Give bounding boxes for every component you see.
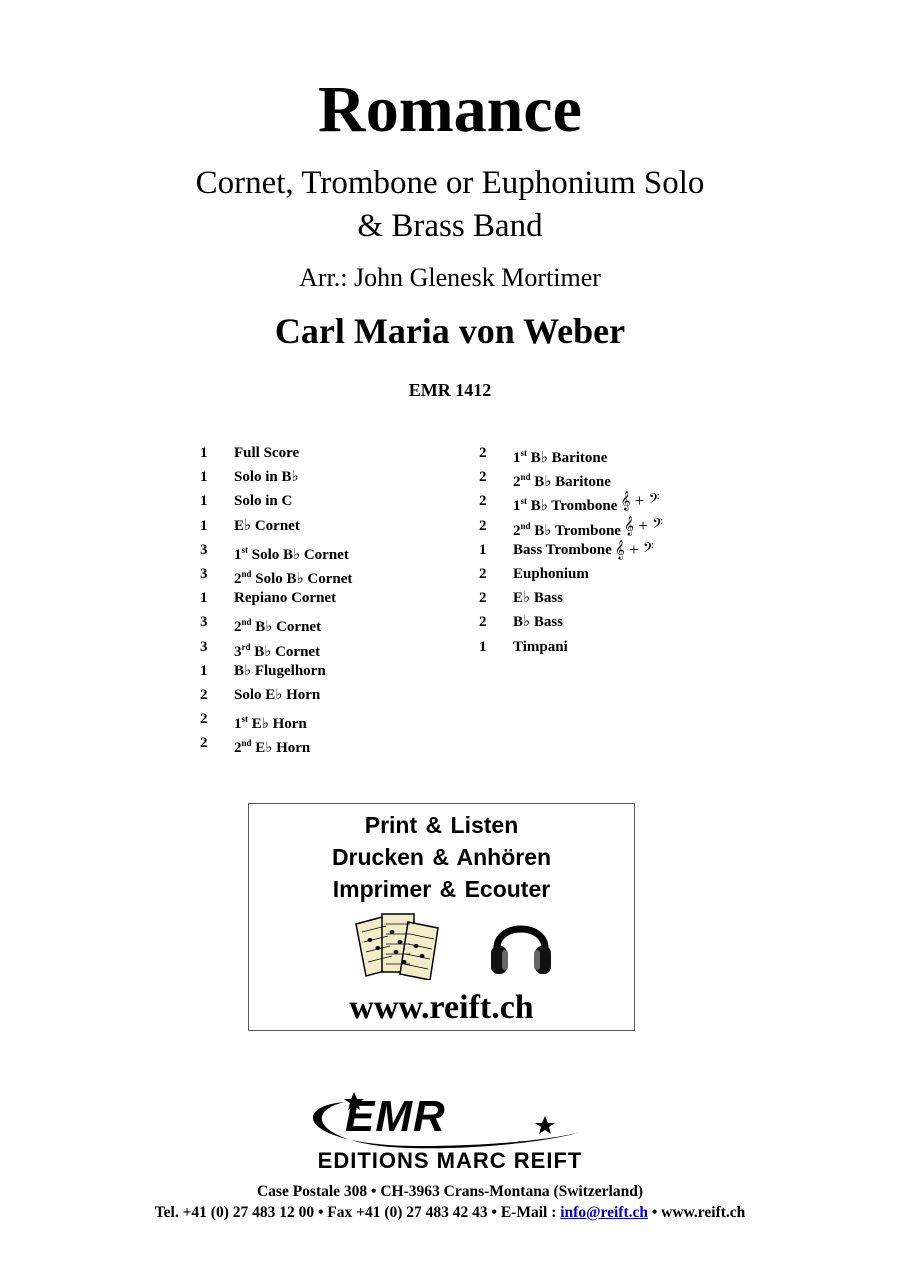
part-row — [200, 562, 352, 586]
part-name: Full Score — [234, 445, 300, 461]
part-quantity: 2 — [479, 517, 487, 534]
part-quantity: 1 — [200, 445, 208, 461]
parts-list-right — [479, 441, 663, 659]
part-quantity: 1 — [479, 541, 487, 558]
part-row — [200, 441, 352, 465]
headphones-icon — [489, 908, 553, 978]
part-name: 2nd B♭ Cornet — [234, 617, 322, 636]
part-row — [479, 465, 663, 489]
part-quantity: 3 — [200, 565, 208, 582]
part-quantity: 1 — [200, 493, 208, 510]
promo-url[interactable]: www.reift.ch — [349, 989, 534, 1026]
catalog-number: EMR 1412 — [408, 380, 492, 400]
part-name: E♭ Cornet — [234, 517, 300, 534]
part-quantity: 2 — [200, 735, 208, 752]
part-row — [479, 514, 663, 538]
part-name: 2nd B♭ Trombone — [513, 520, 621, 539]
promo-line-german: Drucken & Anhören — [331, 844, 552, 870]
part-name: 2nd B♭ Baritone — [513, 472, 611, 491]
part-row — [200, 707, 352, 731]
part-name: Bass Trombone — [513, 541, 612, 558]
part-name: 1st Solo B♭ Cornet — [234, 544, 349, 563]
part-quantity: 2 — [200, 686, 208, 703]
part-row — [200, 538, 352, 562]
clef-icons: 𝄞 + 𝄢 — [620, 491, 660, 511]
part-quantity: 3 — [200, 541, 208, 558]
part-quantity: 1 — [200, 662, 208, 679]
part-quantity: 2 — [479, 565, 487, 582]
publisher-contact — [0, 1202, 900, 1224]
email-link[interactable]: info@reift.ch — [560, 1204, 648, 1221]
part-name: Euphonium — [513, 565, 589, 582]
promo-line-french: Imprimer & Ecouter — [332, 876, 551, 902]
part-name: 1st B♭ Baritone — [513, 448, 608, 466]
part-row — [200, 659, 352, 683]
part-name: 2nd Solo B♭ Cornet — [234, 568, 353, 587]
part-quantity: 1 — [479, 638, 487, 655]
part-row — [200, 731, 352, 755]
part-row — [479, 441, 663, 465]
part-quantity: 3 — [200, 638, 208, 655]
part-quantity: 2 — [479, 469, 487, 486]
part-quantity: 3 — [200, 614, 208, 631]
part-name: 1st B♭ Trombone — [513, 496, 618, 515]
part-row — [479, 562, 663, 586]
part-row — [479, 586, 663, 610]
part-row — [200, 489, 352, 513]
part-row — [479, 489, 663, 513]
clef-icons: 𝄞 + 𝄢 — [623, 515, 664, 535]
emr-swoosh-icon — [250, 1088, 650, 1152]
part-quantity: 2 — [479, 590, 487, 607]
part-row — [200, 514, 352, 538]
sheet-music-icon — [352, 910, 447, 980]
subtitle-line-2: & Brass Band — [357, 208, 543, 244]
promo-line-english: Print & Listen — [364, 812, 519, 838]
part-name: B♭ Flugelhorn — [234, 662, 326, 679]
part-name: Solo in C — [234, 493, 293, 510]
part-quantity: 2 — [479, 493, 487, 510]
part-name: B♭ Bass — [513, 614, 564, 631]
publisher-name: EDITIONS MARC REIFT — [317, 1148, 583, 1173]
part-quantity: 1 — [200, 590, 208, 607]
subtitle-line-1: Cornet, Trombone or Euphonium Solo — [195, 165, 705, 201]
clef-icons: 𝄞 + 𝄢 — [614, 539, 654, 559]
arranger: Arr.: John Glenesk Mortimer — [299, 263, 601, 292]
instrumentation-subtitle — [0, 162, 900, 248]
print-listen-box — [248, 803, 635, 1031]
part-name: 1st E♭ Horn — [234, 714, 307, 733]
page-title: Romance — [318, 73, 582, 146]
part-name: 3rd B♭ Cornet — [234, 641, 321, 660]
part-name: 2nd E♭ Horn — [234, 738, 311, 757]
part-quantity: 1 — [200, 469, 208, 486]
part-row — [479, 635, 663, 659]
publisher-address: Case Postale 308 • CH-3963 Crans-Montana (Switzerland) — [256, 1183, 643, 1200]
part-quantity: 2 — [479, 614, 487, 631]
part-name: Solo in B♭ — [234, 469, 299, 486]
part-name: Solo E♭ Horn — [234, 686, 321, 703]
composer: Carl Maria von Weber — [274, 311, 626, 351]
part-row — [200, 610, 352, 634]
part-row — [200, 586, 352, 610]
part-name: Timpani — [513, 638, 568, 655]
part-name: E♭ Bass — [513, 590, 564, 607]
part-row — [479, 538, 663, 562]
part-row — [479, 610, 663, 634]
emr-logo-text: EMR — [345, 1092, 446, 1141]
part-row — [200, 465, 352, 489]
part-name: Repiano Cornet — [234, 590, 337, 607]
part-row — [200, 683, 352, 707]
part-row — [200, 635, 352, 659]
contact-phone-fax: Tel. +41 (0) 27 483 12 00 • Fax +41 (0) 27 483 42 43 • E-Mail : — [154, 1204, 561, 1221]
contact-website: • www.reift.ch — [648, 1204, 746, 1221]
parts-list-left — [200, 441, 352, 755]
part-quantity: 1 — [200, 517, 208, 534]
publisher-logo — [250, 1088, 650, 1176]
part-quantity: 2 — [479, 445, 487, 461]
promo-icons — [249, 908, 634, 988]
part-quantity: 2 — [200, 711, 208, 728]
